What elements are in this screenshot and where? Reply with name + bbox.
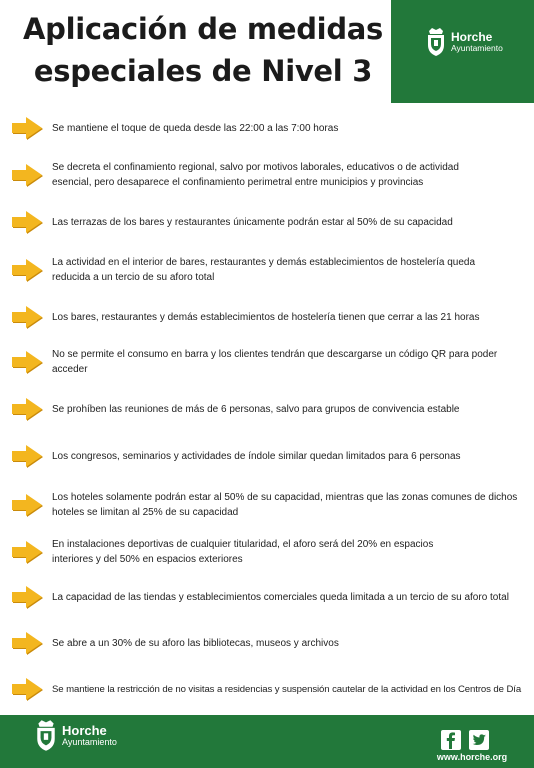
list-item-text: La actividad en el interior de bares, restaurantes y demás establecimientos de hostelería queda reducida a un tercio de su aforo total <box>52 257 476 283</box>
arrow-right-icon <box>11 585 43 609</box>
arrow-right-icon <box>11 397 43 421</box>
arrow-right-icon <box>11 258 43 282</box>
arrow-right-icon <box>11 305 43 329</box>
list-item-text: La capacidad de las tiendas y establecimientos comerciales queda limitada a un tercio de su aforo total <box>52 591 509 603</box>
list-item <box>0 535 534 569</box>
list-item-text: Las terrazas de los bares y restaurantes únicamente podrán estar al 50% de su capacidad <box>52 216 453 228</box>
arrow-right-icon <box>11 540 43 564</box>
list-item-text: Los bares, restaurantes y demás establecimientos de hostelería tienen que cerrar a las 21 horas <box>52 311 480 323</box>
list-item <box>0 397 534 421</box>
list-item <box>0 488 534 522</box>
list-item <box>0 585 534 609</box>
brand-box <box>391 0 534 103</box>
crest-icon <box>34 719 58 752</box>
list-item-text: Se decreta el confinamiento regional, salvo por motivos laborales, educativos o de actividad esencial, pero desaparece el confinamiento perimetral entre municipios y provincias <box>52 162 459 188</box>
arrow-right-icon <box>11 493 43 517</box>
footer-logo <box>34 719 117 752</box>
list-item <box>0 350 534 374</box>
arrow-right-icon <box>11 677 43 701</box>
arrow-right-icon <box>11 444 43 468</box>
logo-name: Horche <box>451 30 493 45</box>
list-item <box>0 305 534 329</box>
page-title: Aplicación de medidas especiales de Nivel 3 <box>22 12 384 88</box>
list-item <box>0 677 534 701</box>
list-item <box>0 210 534 234</box>
list-item-text: Se abre a un 30% de su aforo las bibliotecas, museos y archivos <box>52 637 339 649</box>
list-item-text: Se prohíben las reuniones de más de 6 personas, salvo para grupos de convivencia estable <box>52 403 460 415</box>
list-item <box>0 116 534 140</box>
twitter-icon[interactable] <box>469 730 489 750</box>
list-item-text: Se mantiene el toque de queda desde las 22:00 a las 7:00 horas <box>52 122 339 134</box>
arrow-right-icon <box>11 631 43 655</box>
arrow-right-icon <box>11 210 43 234</box>
list-item-text: Se mantiene la restricción de no visitas a residencias y suspensión cautelar de la actividad en los Centros de Día <box>52 683 522 695</box>
arrow-right-icon <box>11 116 43 140</box>
list-item-text: Los congresos, seminarios y actividades de índole similar quedan limitados para 6 personas <box>52 450 461 462</box>
list-item-text: Los hoteles solamente podrán estar al 50% de su capacidad, mientras que las zonas comunes de dichos hoteles se limitan al 25% de su capacidad <box>52 492 518 518</box>
crest-icon <box>425 27 447 57</box>
social-links <box>441 730 489 750</box>
header-logo <box>425 27 503 57</box>
website-url[interactable]: www.horche.org <box>436 752 508 762</box>
header <box>0 0 534 103</box>
logo-subtitle: Ayuntamiento <box>451 43 503 54</box>
list-item-text: No se permite el consumo en barra y los clientes tendrán que descargarse un código QR para poder acceder <box>52 349 498 375</box>
arrow-right-icon <box>11 163 43 187</box>
logo-name: Horche <box>62 723 107 738</box>
list-item <box>0 631 534 655</box>
arrow-right-icon <box>11 350 43 374</box>
facebook-icon[interactable] <box>441 730 461 750</box>
logo-subtitle: Ayuntamiento <box>62 737 117 747</box>
list-item-text: En instalaciones deportivas de cualquier titularidad, el aforo será del 20% en espacios interiores y del 50% en espacios exteriores <box>52 539 434 565</box>
list-item <box>0 253 534 287</box>
list-item <box>0 158 534 192</box>
list-item <box>0 444 534 468</box>
